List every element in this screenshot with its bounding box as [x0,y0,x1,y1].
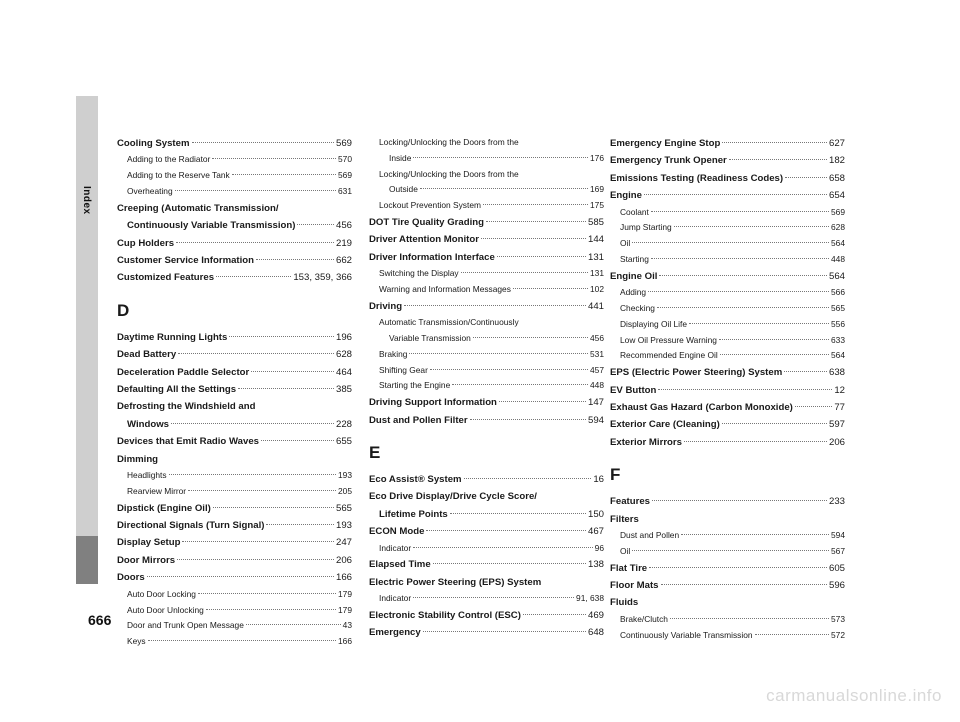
index-subentry: Oil 564 [620,238,845,249]
index-entry: Emergency 648 [369,627,604,639]
index-subentry: Oil 567 [620,545,845,556]
index-side-tab [76,96,98,536]
index-entry: Features 233 [610,496,845,508]
index-subentry: Variable Transmission 456 [389,333,604,343]
index-entry: Cooling System 569 [117,138,352,149]
index-entry: Dust and Pollen Filter 594 [369,414,604,426]
index-entry: EPS (Electric Power Steering) System 638 [610,367,845,379]
index-entry: Windows 228 [127,418,352,430]
index-entry: Continuously Variable Transmission) 456 [127,220,352,232]
index-subentry: Jump Starting 628 [620,222,845,233]
index-entry: Eco Assist® System 16 [369,474,604,485]
index-entry: Devices that Emit Radio Waves 655 [117,436,352,448]
index-subentry: Low Oil Pressure Warning 633 [620,334,845,345]
index-subentry: Adding 566 [620,287,845,298]
index-subentry: Auto Door Locking 179 [127,588,352,599]
index-entry: Exhaust Gas Hazard (Carbon Monoxide) 77 [610,402,845,414]
index-entry: DOT Tire Quality Grading 585 [369,216,604,228]
index-subentry: Dust and Pollen 594 [620,530,845,541]
section-letter-e: E [369,443,381,462]
index-entry: Floor Mats 596 [610,580,845,592]
index-entry-heading: Creeping (Automatic Transmission/ [117,202,279,214]
index-column-1 [117,135,352,650]
index-subentry: Brake/Clutch 573 [620,613,845,624]
index-entry-heading: Fluids [610,597,639,609]
index-entry: Deceleration Paddle Selector 464 [117,366,352,378]
index-subentry: Inside 176 [389,152,604,163]
index-entry: Driving 441 [369,300,604,312]
section-letter-f: F [610,465,621,485]
section-letter-d: D [117,300,130,320]
index-subentry-heading: Automatic Transmission/Continuously [379,317,519,328]
index-subentry: Headlights 193 [127,470,352,481]
index-entry-heading: Electric Power Steering (EPS) System [369,576,542,588]
index-entry: Driver Information Interface 131 [369,251,604,263]
watermark-text: carmanualsonline.info [766,686,942,705]
index-entry: Electronic Stability Control (ESC) 469 [369,610,604,622]
index-subentry-heading: Locking/Unlocking the Doors from the [379,168,519,179]
index-entry: Customized Features 153, 359, 366 [117,272,352,284]
page-number: 666 [88,612,112,628]
index-subentry: Auto Door Unlocking 179 [127,604,352,615]
index-subentry: Keys 166 [127,636,352,647]
index-entry: Driving Support Information 147 [369,397,604,409]
index-subentry-heading: Locking/Unlocking the Doors from the [379,137,519,147]
index-subentry: Shifting Gear 457 [379,364,604,375]
index-subentry: Adding to the Reserve Tank 569 [127,170,352,181]
index-entry: Emissions Testing (Readiness Codes) 658 [610,172,845,184]
section-tab-label: Index [81,186,92,215]
index-entry: Flat Tire 605 [610,562,845,574]
index-entry: Driver Attention Monitor 144 [369,234,604,246]
index-subentry: Warning and Information Messages 102 [379,284,604,294]
index-subentry: Indicator 91, 638 [379,593,604,604]
index-entry: Doors 166 [117,572,352,584]
index-entry: Lifetime Points 150 [379,508,604,520]
index-subentry: Switching the Display 131 [379,268,604,279]
index-entry: Door Mirrors 206 [117,554,352,566]
index-subentry: Overheating 631 [127,186,352,196]
index-entry: Daytime Running Lights 196 [117,331,352,343]
index-subentry: Continuously Variable Transmission 572 [620,629,845,640]
index-entry-heading: Eco Drive Display/Drive Cycle Score/ [369,491,537,503]
index-column-2 [369,135,604,642]
index-entry-heading: Filters [610,513,639,525]
index-column-3 [610,135,845,643]
index-entry: Emergency Trunk Opener 182 [610,155,845,167]
index-entry: Defaulting All the Settings 385 [117,384,352,396]
index-entry: Dipstick (Engine Oil) 565 [117,502,352,514]
index-entry: Exterior Mirrors 206 [610,436,845,448]
index-subentry: Displaying Oil Life 556 [620,318,845,329]
index-entry: Engine Oil 564 [610,270,845,282]
index-entry: EV Button 12 [610,384,845,396]
index-subentry: Braking 531 [379,348,604,359]
index-entry: Emergency Engine Stop 627 [610,138,845,149]
index-subentry: Adding to the Radiator 570 [127,154,352,165]
index-subentry: Lockout Prevention System 175 [379,200,604,211]
index-subentry: Starting 448 [620,254,845,265]
index-entry-heading: Dimming [117,453,159,465]
index-subentry: Rearview Mirror 205 [127,485,352,496]
index-entry: Engine 654 [610,190,845,202]
index-entry: Elapsed Time 138 [369,559,604,571]
index-entry: Directional Signals (Turn Signal) 193 [117,520,352,532]
index-entry: Display Setup 247 [117,537,352,549]
index-subentry: Checking 565 [620,303,845,314]
index-subentry: Coolant 569 [620,206,845,217]
index-subentry: Recommended Engine Oil 564 [620,350,845,361]
index-entry: Exterior Care (Cleaning) 597 [610,419,845,431]
index-subentry: Starting the Engine 448 [379,380,604,391]
index-subentry: Outside 169 [389,184,604,195]
index-entry: Cup Holders 219 [117,237,352,249]
side-tab-marker [76,536,98,584]
index-entry: Customer Service Information 662 [117,255,352,267]
index-entry: Dead Battery 628 [117,349,352,361]
index-entry: ECON Mode 467 [369,526,604,538]
index-subentry: Indicator 96 [379,542,604,553]
index-subentry: Door and Trunk Open Message 43 [127,620,352,631]
index-entry-heading: Defrosting the Windshield and [117,401,256,413]
